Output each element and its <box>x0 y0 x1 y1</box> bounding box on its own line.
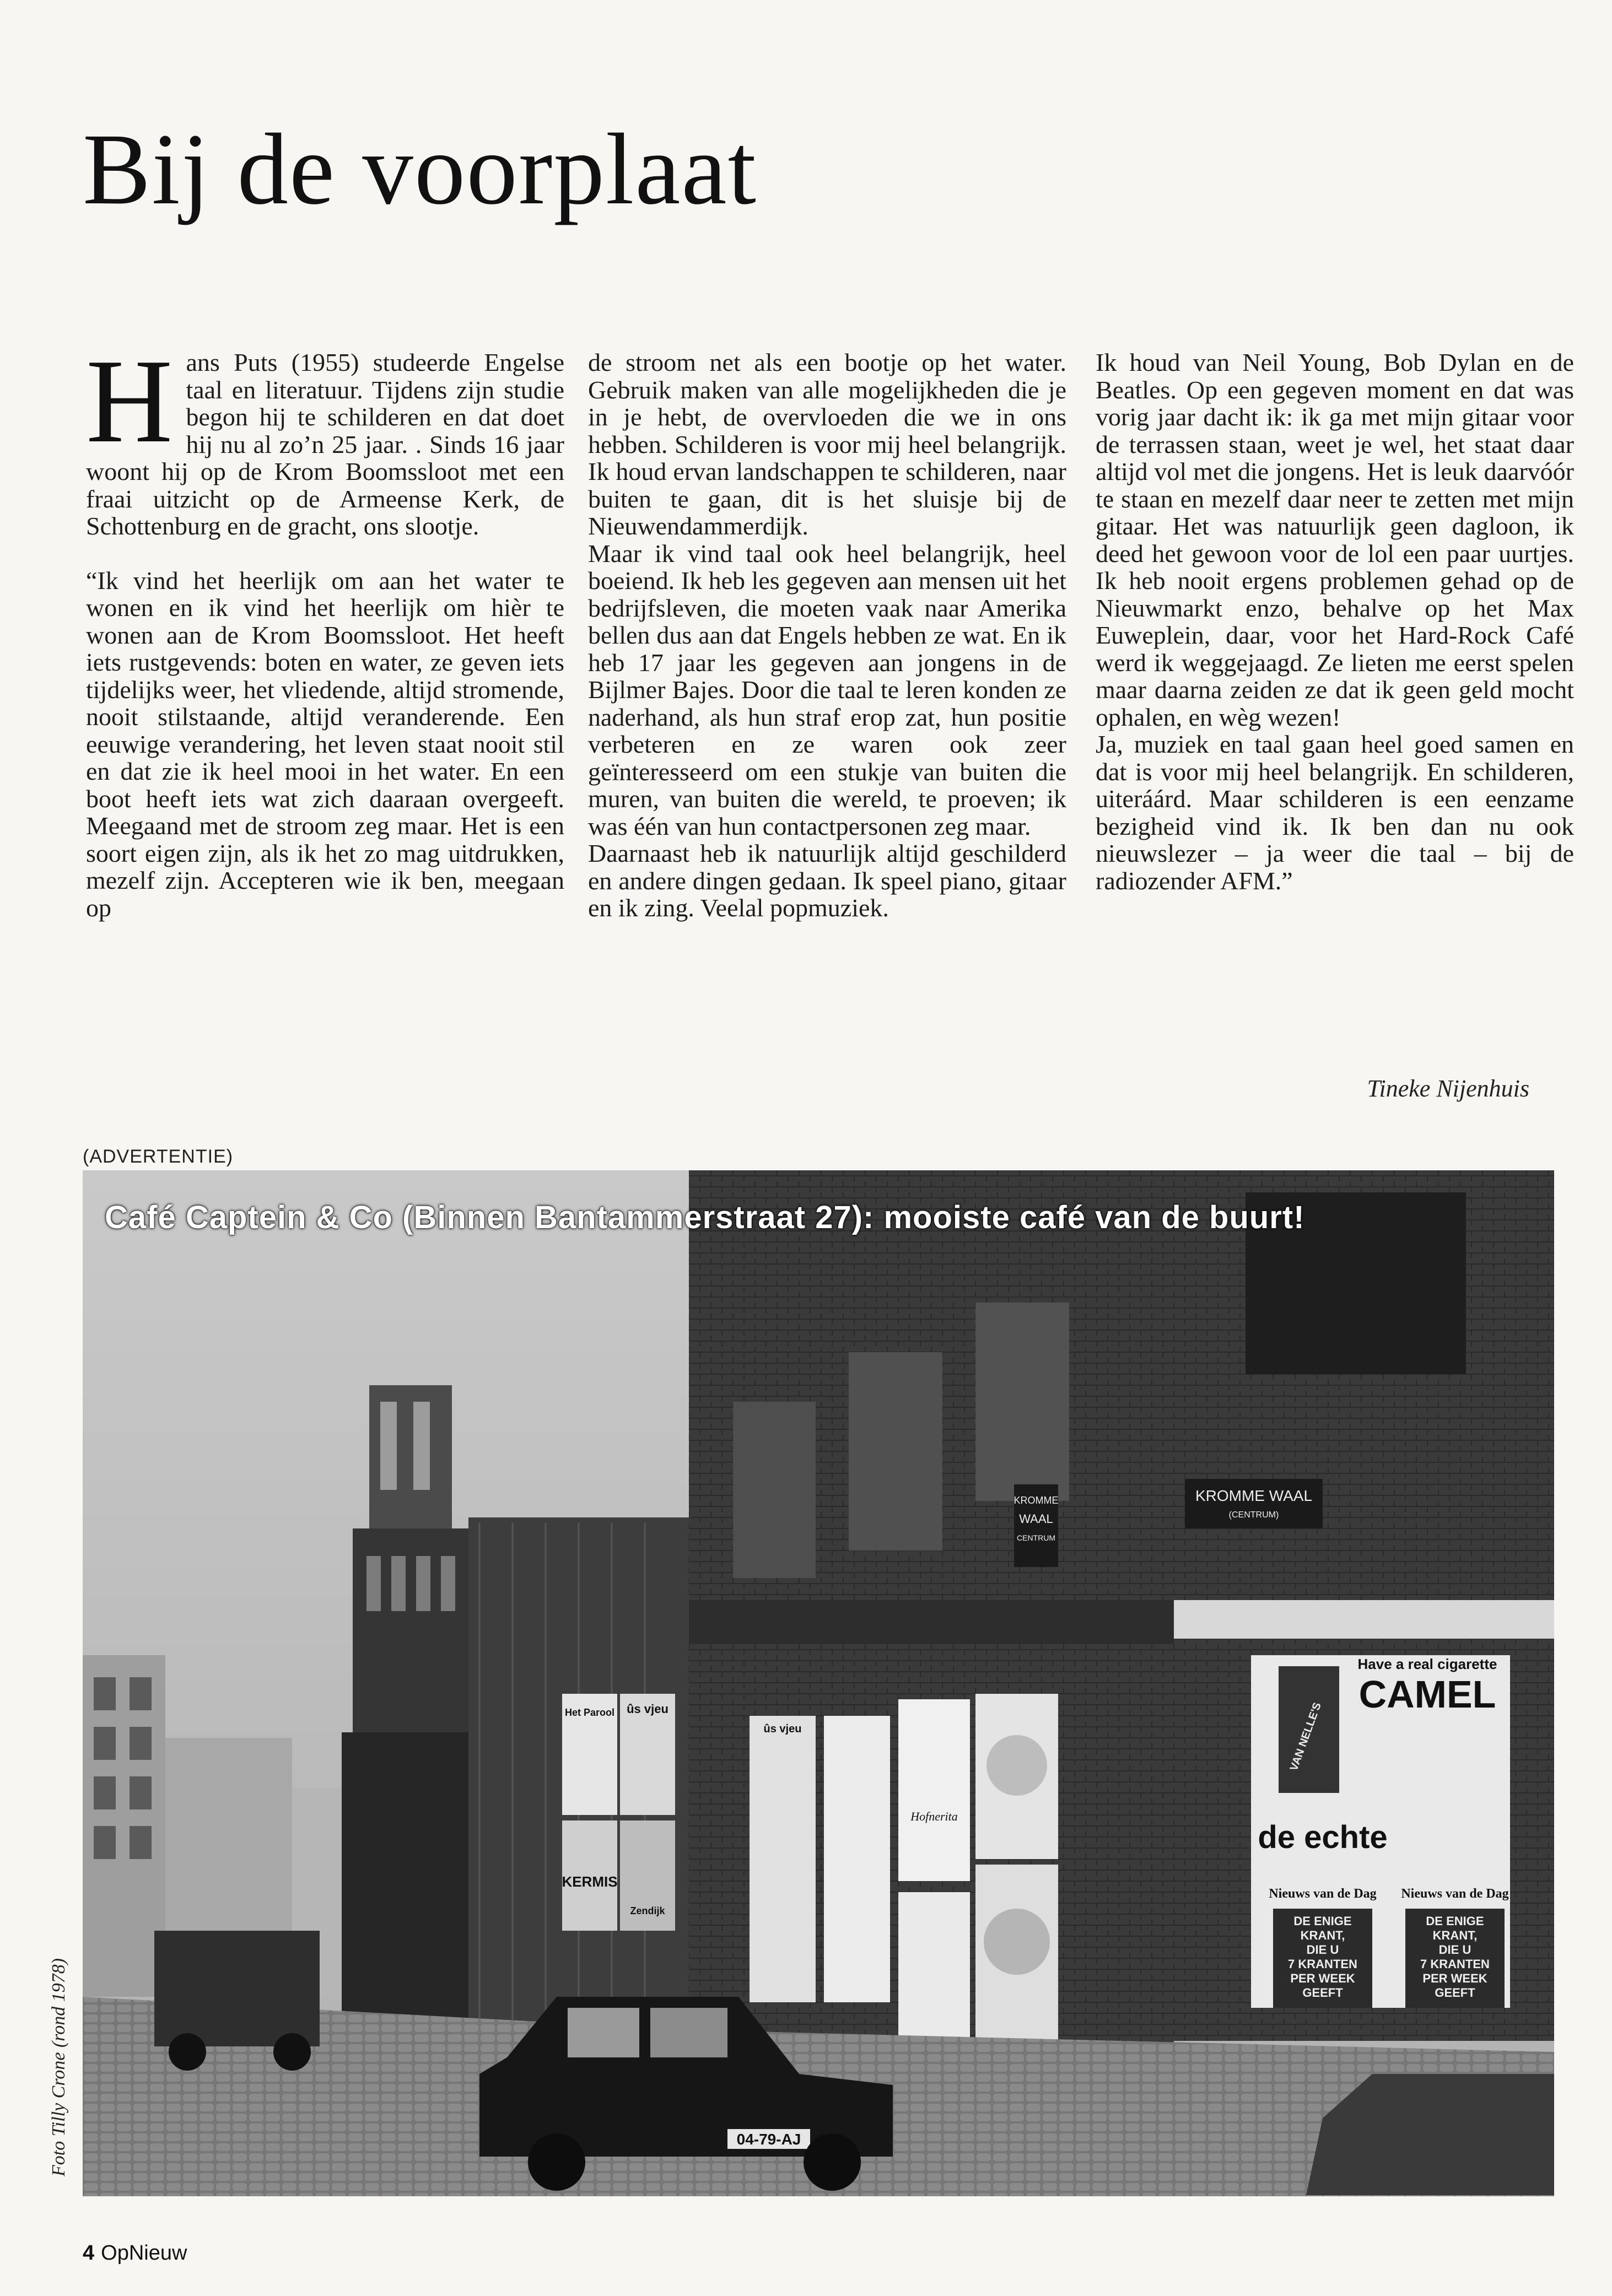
article-paragraph: Ja, muziek en taal gaan heel goed samen en dat is voor mij heel belangrijk. En schilderen, uiteráárd. Maar schilderen is een eenzame bezigheid vind ik. Ik ben dan nu ook nieuwslezer – ja weer die taal – bij de radiozender AFM.” <box>1096 730 1574 895</box>
poster-text: PER WEEK <box>1422 1971 1487 1985</box>
article-paragraph: Maar ik vind taal ook heel belangrijk, heel boeiend. Ik heb les gegeven aan mensen uit het bedrijfsleven, die moeten vaak naar Amerika bellen dus aan dat Engels hebben ze wat. En ik heb 17 jaar les gegeven aan jongens in de Bijlmer Bajes. Door die taal te leren konden ze naderhand, als hun straf erop zat, hun positie verbeteren en ze waren ook zeer geïnteresseerd om een stukje van buiten die muren, van buiten die wereld, te proeven; ik was één van hun contactpersonen zeg maar. <box>588 539 1066 840</box>
street-sign-text: (CENTRUM) <box>1228 1510 1279 1520</box>
article-paragraph: Daarnaast heb ik natuurlijk altijd geschilderd en andere dingen gedaan. Ik speel piano, gitaar en ik zing. Veelal popmuziek. <box>588 839 1066 922</box>
street-sign-text: WAAL <box>1019 1512 1053 1526</box>
advertisement-label: (ADVERTENTIE) <box>83 1146 234 1167</box>
article-paragraph <box>86 335 564 540</box>
article-column-3 <box>1096 349 1574 894</box>
article-paragraph: Ik houd van Neil Young, Bob Dylan en de Beatles. Op een gegeven moment en dat was vorig jaar dacht ik: ik ga met mijn gitaar voor de terrassen staan, weet je wel, het staat daar altijd vol met die jongens. Het is leuk daarvóór te staan en mezelf daar neer te zetten met mijn gitaar. Het was natuurlijk geen dagloon, ik deed het gewoon voor de lol een paar uurtjes. Ik heb nooit ergens problemen gehad op de Nieuwmarkt enzo, behalve op het Max Euweplein, daar, voor het Hard-Rock Café werd ik weggejaagd. Ze lieten me eerst spelen maar daarna zeiden ze dat ik geen geld mocht ophalen, en wèg wezen! <box>1096 348 1574 731</box>
church-base <box>342 1732 479 2041</box>
truck <box>154 1931 320 2046</box>
street-sign-text: KROMME <box>1013 1495 1059 1506</box>
bricked-window <box>849 1352 942 1551</box>
article-paragraph: de stroom net als een bootje op het water. Gebruik maken van alle mogelijkheden die je in je hebt, de overvloeden die we in ons hebben. Schilderen is voor mij heel belangrijk. Ik houd ervan landschappen te schilderen, naar buiten te gaan, dit is het sluisje bij de Nieuwendammerdijk. <box>588 348 1066 540</box>
drop-cap: H <box>86 335 173 468</box>
page-number: 4 <box>83 2241 95 2265</box>
street-sign-text: CENTRUM <box>1017 1533 1055 1542</box>
poster-text: ûs vjeu <box>763 1723 802 1735</box>
shop-lintel <box>1174 1600 1554 1639</box>
poster-text: Have a real cigarette <box>1357 1656 1497 1672</box>
poster-text: GEEFT <box>1435 1986 1475 2000</box>
poster-text: PER WEEK <box>1290 1971 1355 1985</box>
poster-text: Nieuws van de Dag <box>1401 1887 1509 1901</box>
photo-credit: Foto Tilly Crone (rond 1978) <box>48 1958 69 2176</box>
article-paragraph: “Ik vind het heerlijk om aan het water te wonen en ik vind het heerlijk om hièr te wonen aan de Krom Boomssloot. Het heeft iets rustgevends: boten en water, ze geven iets tijdelijks weer, het vliedende, altijd stromende, nooit stilstaande, altijd veranderende. Een eeuwige verandering, het leven staat nooit stil en dat zie ik heel mooi in het water. En een boot heeft iets wat zich daaraan overgeeft. Meegaand met de stroom zeg maar. Het is een soort eigen zijn, als ik het zo mag uitdrukken, mezelf zijn. Accepteren wie ik ben, meegaan op <box>86 566 564 922</box>
poster-text: KRANT, <box>1432 1928 1478 1942</box>
street-scene-illustration <box>83 1170 1554 2196</box>
article-author: Tineke Nijenhuis <box>1367 1075 1529 1102</box>
poster-text: DIE U <box>1438 1943 1471 1957</box>
poster-text: ûs vjeu <box>627 1702 668 1716</box>
magazine-name: OpNieuw <box>101 2241 187 2265</box>
page-footer <box>83 2241 187 2265</box>
street-sign-text: KROMME WAAL <box>1195 1487 1313 1504</box>
advertisement-headline: Café Captein & Co (Binnen Bantammerstraat 27): mooiste café van de buurt! <box>105 1200 1305 1235</box>
poster-text: Nieuws van de Dag <box>1269 1887 1377 1901</box>
poster-text: 7 KRANTEN <box>1288 1957 1357 1971</box>
poster-text: 7 KRANTEN <box>1420 1957 1490 1971</box>
poster-wall-right <box>1251 1655 1510 2008</box>
poster-text: DE ENIGE <box>1426 1914 1484 1928</box>
bricked-window <box>733 1402 816 1578</box>
poster-text: Zendijk <box>630 1905 665 1916</box>
paragraph-text: ans Puts (1955) studeerde Engelse taal en literatuur. Tijdens zijn studie begon hij te schilderen en dat doet hij nu al zo’n 25 jaar. . Sinds 16 jaar woont hij op de Krom Boomssloot met een fraai uitzicht op de Armeense Kerk, de Schottenburg en de gracht, ons slootje. <box>86 348 564 540</box>
license-plate-text: 04-79-AJ <box>736 2131 801 2148</box>
poster-text: de echte <box>1258 1819 1388 1855</box>
poster-text: CAMEL <box>1358 1673 1496 1716</box>
advertisement-photo <box>83 1170 1554 2196</box>
article-column-2 <box>588 349 1066 922</box>
poster-text: KERMIS <box>562 1873 618 1890</box>
poster-text: GEEFT <box>1302 1986 1343 2000</box>
article-column-1 <box>86 335 564 922</box>
poster-text: Het Parool <box>564 1707 615 1718</box>
poster-text: DIE U <box>1306 1943 1339 1957</box>
article-title: Bij de voorplaat <box>83 113 757 226</box>
poster-text: Hofnerita <box>910 1809 958 1823</box>
bricked-window <box>975 1303 1069 1501</box>
poster-text: VAN NELLE'S <box>1287 1701 1324 1773</box>
poster-text: KRANT, <box>1300 1928 1345 1942</box>
poster-text: DE ENIGE <box>1293 1914 1352 1928</box>
